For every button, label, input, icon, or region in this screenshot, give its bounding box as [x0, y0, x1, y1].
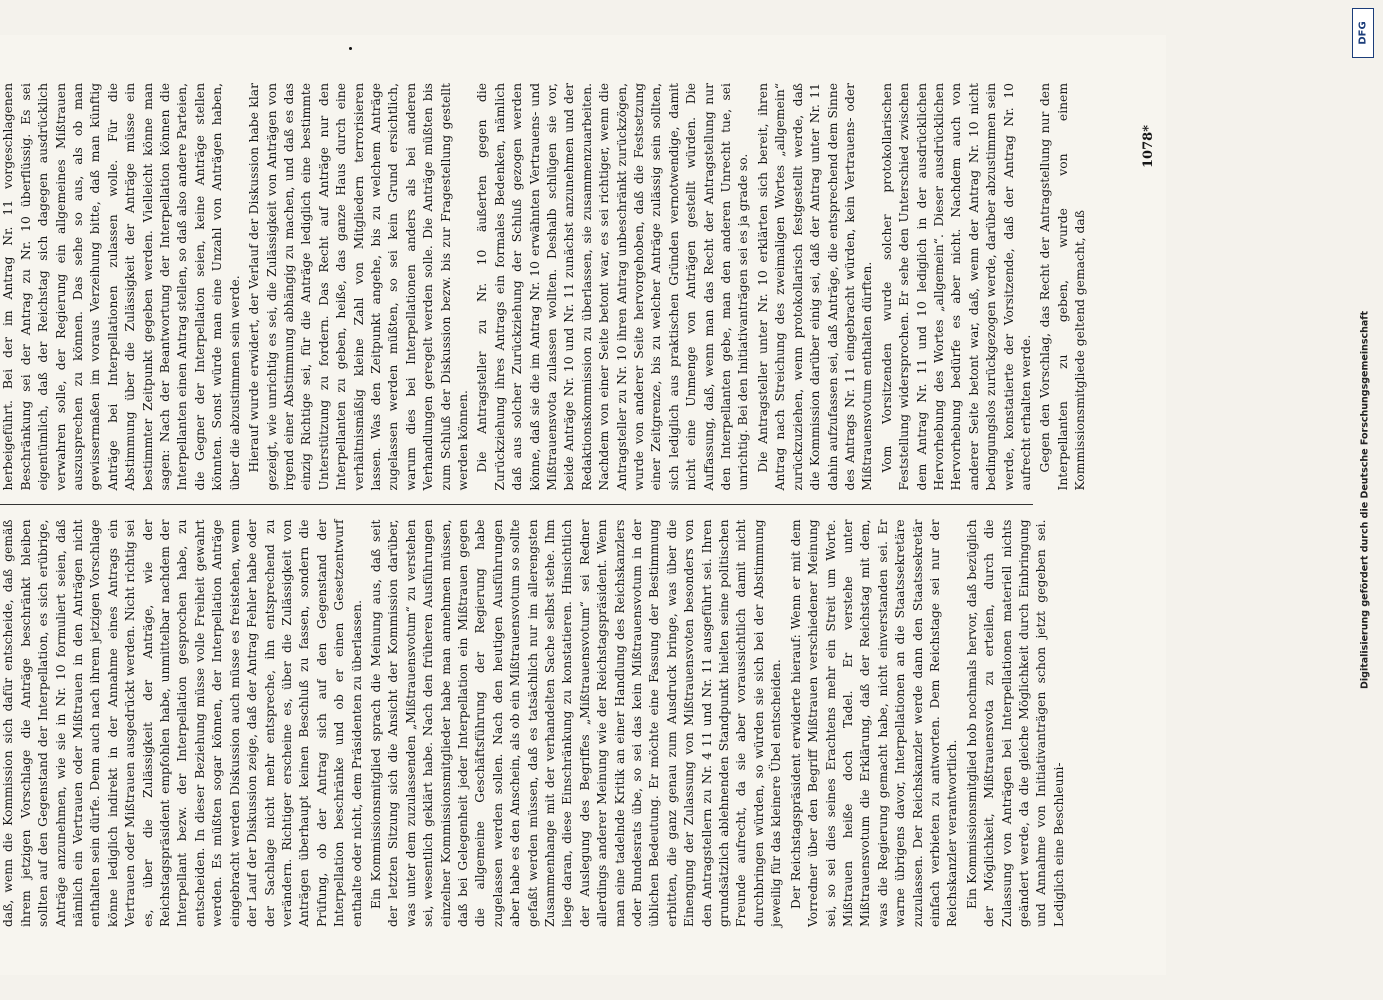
paragraph: Gegen den Vorschlag, das Recht der Antragstellung nur den Interpellanten zu geben, wurde von einem Kommissionsmitgliede geltend gemacht, daß [1038, 83, 1088, 491]
text-columns [0, 69, 1088, 941]
paragraph: daß, wenn die Kommission sich dafür entscheide, daß gemäß ihrem jetzigen Vorschlage die Anträge beschränkt bleiben sollten auf den Gegenstand der Interpellation, es sich erübrige, Anträge anzunehmen, wie sie in Nr. 10 formuliert seien, daß nämlich ein Vertrauen oder Mißtrauen in den Anträgen nicht enthalten sein dürfe. Denn auch nach ihrem jetzigen Vorschlage könne lediglich indirekt in der Annahme eines Antrags ein Vertrauen oder Mißtrauen ausgedrückt werden. Nicht richtig sei es, über die Zulässigkeit der Anträge, wie der Reichstagspräsident empfohlen habe, unmittelbar nachdem der Interpellant bezw. der Interpellation gesprochen habe, zu entscheiden. In dieser Beziehung müsse volle Freiheit gewahrt werden. Es müßten sogar können, der Interpellation Anträge eingebracht werden Diskussion auch müsse es freistehen, wenn der Lauf der Diskussion zeige, daß der Antrag Fehler habe oder der Sachlage nicht mehr entspreche, ihn entsprechend zu verändern. Richtiger erscheine es, über die Zulässigkeit von Anträgen überhaupt keinen Beschluß zu fassen, sondern die Prüfung, ob der Antrag sich auf den Gegenstand der Interpellation beschränke und ob er einen Gesetzentwurf enthalte oder nicht, dem Präsidenten zu überlassen. [1, 519, 364, 927]
paragraph: Die Antragsteller unter Nr. 10 erklärten sich bereit, ihren Antrag nach Streichung des zweimaligen Wortes „allgemein“ zurückzuziehen, wenn protokollarisch festgestellt werde, daß die Kommission darüber einig sei, daß der Antrag unter Nr. 11 dahin aufzufassen sei, daß Anträge, die entsprechend dem Sinne des Antrags Nr. 11 eingebracht würden, kein Vertrauens- oder Mißtrauensvotum enthalten dürften. [755, 83, 875, 491]
column-left [0, 506, 1066, 942]
paragraph: Ein Kommissionsmitglied sprach die Meinung aus, daß seit der letzten Sitzung sich die Ansicht der Kommission darüber, was unter dem zuzulassenden „Mißtrauensvotum“ zu verstehen sei, wesentlich geklärt habe. Nach den früheren Ausführungen einzelner Kommissionsmitglieder habe man annehmen müssen, daß bei Gelegenheit jeder Interpellation ein Mißtrauen gegen die allgemeine Geschäftsführung der Regierung habe zugelassen werden sollen. Nach den heutigen Ausführungen aber habe es den Anschein, als ob ein Mißtrauensvotum so sollte gefaßt werden müssen, daß es tatsächlich nur im allerengsten Zusammenhange mit der verhandelten Sache selbst stehe. Ihm liege daran, diese Einschränkung zu konstatieren. Hinsichtlich der Auslegung des Begriffes „Mißtrauensvotum“ sei Redner allerdings anderer Meinung wie der Reichstagspräsident. Wenn man eine tadelnde Kritik an einer Handlung des Reichskanzlers oder Bundesrats übe, so sei das kein Mißtrauensvotum in der üblichen Bedeutung. Er möchte eine Fassung der Bestimmung erbitten, die ganz genau zum Ausdruck bringe, was über die Einengung der Zulassung von Mißtrauensvoten besonders von den Antragstellern zu Nr. 4 11 und Nr. 11 ausgeführt sei. Ihren grundsätzlich ablehnenden Standpunkt hielten seine politischen Freunde aufrecht, da sie aber voraussichtlich damit nicht durchbringen würden, so würden sie sich bei der Abstimmung jeweilig für das kleinere Übel entscheiden. [368, 519, 784, 927]
dfg-logo-text: DFG [1357, 21, 1369, 45]
paragraph: herbeigeführt. Bei der im Antrag Nr. 11 vorgeschlagenen Beschränkung sei der Antrag zu Nr. 10 überflüssig. Es sei eigentümlich, daß der Reichstag sich dagegen ausdrücklich verwahren solle, der Regierung ein allgemeines Mißtrauen auszusprechen zu können. Das sehe so aus, als ob man gewissermaßen im voraus Verzeihung bitte, daß man künftig Anträge bei Interpellationen zulassen wolle. Für die Abstimmung über die Zulässigkeit der Anträge müsse ein bestimmter Zeitpunkt gegeben werden. Vielleicht könne man sagen: Nach der Beantwortung der Interpellation können die Interpellanten einen Antrag stellen, so daß also andere Parteien, die Gegner der Interpellation seien, keine Anträge stellen könnten. Sonst würde man eine Unzahl von Anträgen haben, über die abzustimmen sein werde. [1, 83, 242, 491]
digitization-credit [1350, 0, 1380, 1000]
paragraph: Hierauf wurde erwidert, der Verlauf der Diskussion habe klar gezeigt, wie unrichtig es sei, die Zulässigkeit von Anträgen von irgend einer Abstimmung abhängig zu machen, und daß es das einzig Richtige sei, für die Anträge lediglich eine bestimmte Unterstützung zu fordern. Das Recht auf Anträge nur den Interpellanten zu geben, heiße, das ganze Haus durch eine verhältnismäßig kleine Zahl von Mitgliedern terrorisieren lassen. Was den Zeitpunkt angehe, bis zu welchem Anträge zugelassen werden müßten, so sei kein Grund ersichtlich, warum dies bei Interpellationen anders als bei anderen Verhandlungen geregelt werden solle. Die Anträge müßten bis zum Schluß der Diskussion bezw. bis zur Fragestellung gestellt werden können. [247, 83, 470, 491]
sheet-signature: 1078* [1141, 125, 1156, 168]
paragraph: Die Antragsteller zu Nr. 10 äußerten gegen die Zurückziehung ihres Antrags ein formales Bedenken, nämlich daß aus solcher Zurückziehung der Schluß gezogen werden könne, daß sie die im Antrag Nr. 10 erwähnten Vertrauens- und Mißtrauensvota zulassen wollten. Deshalb schlügen sie vor, beide Anträge Nr. 10 und Nr. 11 zunächst anzunehmen und der Redaktionskommission zu überlassen, sie zusammenzuarbeiten. Nachdem von einer Seite betont war, es sei richtiger, wenn die Antragsteller zu Nr. 10 ihren Antrag unbeschränkt zurückzögen, wurde von anderer Seite hervorgehoben, daß die Festsetzung einer Zeitgrenze, bis zu welcher Anträge zulässig sein sollten, sich lediglich aus praktischen Gründen vernotwendige, damit nicht eine Unmenge von Anträgen gestellt würden. Die Auffassung, daß, wenn man das Recht der Antragstellung nur den Interpellanten gebe, man den anderen Unrecht tue, sei unrichtig. Bei den Initiativanträgen sei es ja grade so. [475, 83, 751, 491]
document-page [0, 35, 1166, 975]
paragraph: Der Reichstagspräsident erwiderte hierauf: Wenn er mit dem Vorredner über den Begriff Mißtrauen verschiedener Meinung sei, so sei dies seines Erachtens mehr ein Streit um Worte. Mißtrauen heiße doch Tadel. Er verstehe unter Mißtrauensvotum die Erklärung, daß der Reichstag mit dem, was die Regierung gemacht habe, nicht einverstanden sei. Er warne übrigens davor, Interpellationen an die Staatssekretäre zuzulassen. Der Reichskanzler werde dann den Staatssekretär einfach verbieten zu antworten. Dem Reichstage sei nur der Reichskanzler verantwortlich. [788, 519, 960, 927]
column-right [0, 69, 1088, 506]
paragraph: Ein Kommissionsmitglied hob nochmals hervor, daß bezüglich der Möglichkeit, Mißtrauensvota zu erteilen, durch die Zulassung von Anträgen bei Interpellationen materiell nichts geändert werde, da die gleiche Möglichkeit durch Einbringung und Annahme von Initiativanträgen schon jetzt gegeben sei. Lediglich eine Beschleuni- [964, 519, 1066, 927]
ink-dot [349, 47, 352, 50]
credit-text: Digitalisierung gefördert durch die Deutsche Forschungsgemeinschaft [1359, 311, 1371, 689]
paragraph: Vom Vorsitzenden wurde solcher protokollarischen Feststellung widersprochen. Er sehe den Unterschied zwischen dem Antrag Nr. 11 und 10 lediglich in der ausdrücklichen Hervorhebung des Wortes „allgemein“. Dieser ausdrücklichen Hervorhebung bedürfe es aber nicht. Nachdem auch von anderer Seite betont war, daß, wenn der Antrag Nr. 10 nicht bedingungslos zurückgezogen werde, darüber abzustimmen sein werde, konstatierte der Vorsitzende, daß der Antrag Nr. 10 aufrecht erhalten werde. [879, 83, 1033, 491]
